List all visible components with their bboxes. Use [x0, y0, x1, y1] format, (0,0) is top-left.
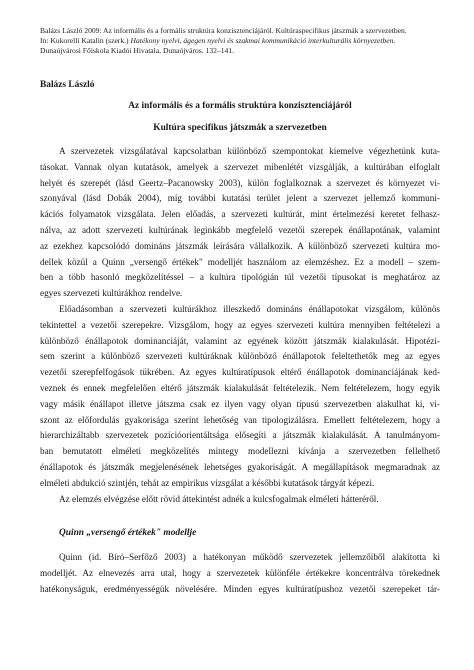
paper-title: Az informális és a formális struktúra konzisztenciájáról: [128, 101, 352, 111]
p1-line: kációs folyamatok vizsgálata. Jelen előadás, a szervezeti kultúrát, mint értelmezési keretet felhasz-: [40, 209, 440, 220]
p1-line: egyes szervezeti kultúrákhoz rendelve.: [40, 288, 183, 299]
author-name: Balázs László: [40, 80, 95, 90]
p2-line: énállapotok és játszmák megjelenésének lehetséges gyakoriságát. A megállapítások megmaradnak az: [40, 461, 440, 472]
p2-line: Előadásomban a szervezeti kultúrákhoz illeszkedő domináns énállapotokat vizsgálom, különös: [59, 303, 440, 314]
section-heading: Quinn „versengő értékek" modellje: [59, 528, 197, 538]
p1-line: dellek közül a Quinn „versengő értékek" modelljét használom az elemzéshez. Ez a modell – szem-: [40, 256, 440, 267]
p1-line: szonyával (lásd Dobák 2004), míg további kutatási terület jelent a szervezet jellemző kommuni-: [40, 193, 440, 204]
p2-line: tekintettel a vezetői szerepekre. Vizsgálom, hogy az egyes szervezeti kultúra mennyiben feltételezi a: [40, 319, 440, 330]
p1-line: tásokat. Vannak olyan kutatások, amelyek a szervezet mibenlétét vizsgálják, a kultúrában elfoglalt: [40, 161, 440, 172]
p2-line: hierarchizáltabb szervezetek pozícióorientáltsága elősegíti a játszmák kialakulását. A tanulmányom-: [40, 430, 440, 441]
paper-subtitle: Kultúra specifikus játszmák a szervezetben: [153, 123, 327, 133]
p2-line: különböző énállapotok dominanciáját, valamint az egyének között játszmák kialakulását. Hipotézi-: [40, 335, 440, 346]
p4-line: hatékonyságuk, eredményességük növelésére. Minden egyes kultúratípushoz vezetői szerepeket tár-: [40, 583, 440, 594]
p1-line: nálva, az adott szervezeti kultúrának leginkább megfelelő vezetői szerepek énállapotának, valamint: [40, 224, 440, 235]
citation-line-1: Balázs László 2009: Az informális és a formális struktúra konzisztenciájáról. Kultúraspecifikus játszmák a szervezetben.: [40, 26, 407, 35]
body-text-2: [40, 550, 440, 597]
p2-line: ban bemutatott elméleti megközelítés mintegy modellezni kívánja a szervezetben fellelhető: [40, 446, 440, 457]
p2-line: elméleti abdukció szintjén, tehát az empirikus vizsgálat a későbbi kutatások tárgyát képezi.: [40, 477, 375, 488]
citation-block: [40, 26, 440, 56]
citation-line-3: Dunaújvárosi Főiskola Kiadói Hivatala, Dunaújváros. 132–141.: [40, 46, 235, 55]
p2-line: vagy másik énállapot illetve játszma csak ez ilyen vagy olyan típusú szervezetben alakulhat ki, vi-: [40, 398, 440, 409]
p2-line: veznek és ennek megfelelően eltérő játszmák kialakulását feltételezik. Nem feltételezem, hogy egyik: [40, 382, 440, 393]
p1-line: helyét és szerepét (lásd Geertz–Pacanowsky 2003), külön foglalkoznak a szervezet és környezet vi-: [40, 177, 440, 188]
p2-line: sem szerint a különböző szervezeti kultúráknak különböző énállapotok feleltethetők meg az egyes: [40, 351, 440, 362]
citation-line-2-italic: Hatékony nyelvi, ágegen nyelvi és szakmai kommunikáció interkulturális környezetben.: [130, 36, 396, 45]
citation-line-2: [40, 36, 440, 46]
citation-line-2-prefix: In: Kukorelli Katalin (szerk.): [40, 36, 131, 45]
p2-line: szont az előfordulás gyakorisága szerint lehetőség van tipologizálásra. Emellett feltételezem, hogy a: [40, 414, 440, 425]
p1-line: A szervezetek vizsgálatával kapcsolatban különböző szempontokat kiemelve végezhetünk kuta-: [59, 146, 440, 156]
p4-line: Quinn (id. Bíró–Serfőző 2003) a hatékonyan működő szervezetek jellemzőiből alakította ki: [59, 552, 440, 562]
p4-line: modelljét. Az elnevezés arra utal, hogy a szervezetek különféle értékekre koncentrálva törekednek: [40, 567, 440, 578]
body-text: [40, 144, 440, 507]
p1-line: az ezekhez kapcsolódó domináns játszmák leírására vállalkozik. A különböző szervezeti kultúra mo-: [40, 240, 440, 251]
p1-line: ben a több hasonló megközelítéssel – a kultúra tipológián túl vezetői típusokat is meghatároz az: [40, 272, 440, 283]
p3-line: Az elemzés elvégzése előtt rövid áttekintést adnék a kulcsfogalmak elméleti hátteréről.: [59, 493, 379, 504]
p2-line: vezetői szerepfelfogások tükrében. Az egyes kultúratípusok eltérő énállapotok dominanciájának ked-: [40, 367, 440, 378]
